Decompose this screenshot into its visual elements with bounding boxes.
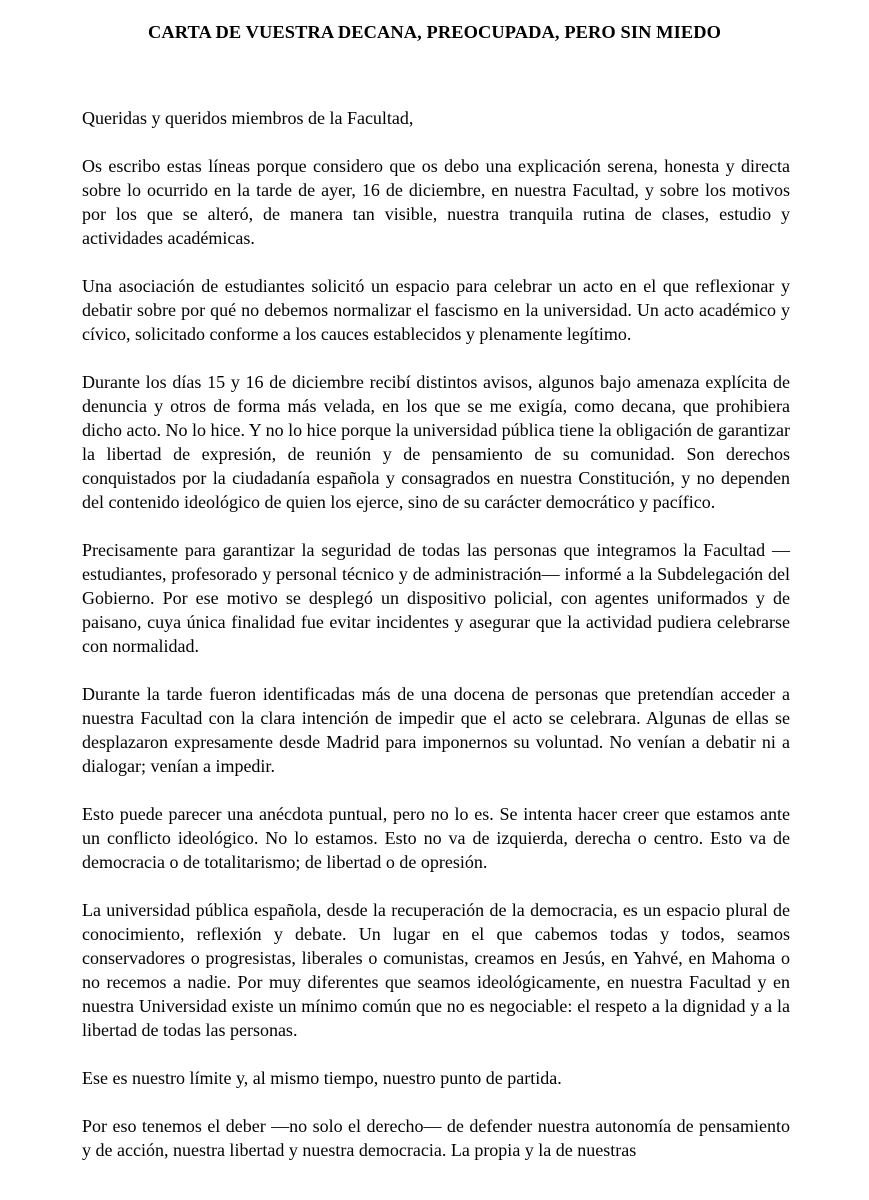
- salutation: Queridas y queridos miembros de la Facultad,: [82, 108, 414, 128]
- letter-title: CARTA DE VUESTRA DECANA, PREOCUPADA, PERO SIN MIEDO: [147, 22, 722, 42]
- paragraph-public-university: La universidad pública española, desde la recuperación de la democracia, es un espacio plural de conocimiento, reflexión y debate. Un lugar en el que cabemos todas y todos, seamos conservadores o progresistas, liberales o comunistas, creamos en Jesús, en Yahvé, en Mahoma o no recemos a nadie. Por muy diferentes que seamos ideológicamente, en nuestra Facultad y en nuestra Universidad existe un mínimo común que no es negociable: el respeto a la dignidad y a la libertad de todas las personas.: [82, 900, 790, 1040]
- paragraph-not-ideological: Esto puede parecer una anécdota puntual, pero no lo es. Se intenta hacer creer que estamos ante un conflicto ideológico. No lo estamos. Esto no va de izquierda, derecha o centro. Esto va de democracia o de totalitarismo; de libertad o de opresión.: [82, 804, 790, 872]
- paragraph-warnings: Durante los días 15 y 16 de diciembre recibí distintos avisos, algunos bajo amenaza explícita de denuncia y otros de forma más velada, en los que se me exigía, como decana, que prohibiera dicho acto. No lo hice. Y no lo hice porque la universidad pública tiene la obligación de garantizar la libertad de expresión, de reunión y de pensamiento de su comunidad. Son derechos conquistados por la ciudadanía española y consagrados en nuestra Constitución, y no dependen del contenido ideológico de quien los ejerce, sino de su carácter democrático y pacífico.: [82, 372, 790, 512]
- paragraph-security: Precisamente para garantizar la seguridad de todas las personas que integramos la Facultad —estudiantes, profesorado y personal técnico y de administración— informé a la Subdelegación del Gobierno. Por ese motivo se desplegó un dispositivo policial, con agentes uniformados y de paisano, cuya única finalidad fue evitar incidentes y asegurar que la actividad pudiera celebrarse con normalidad.: [82, 540, 790, 656]
- paragraph-student-association: Una asociación de estudiantes solicitó un espacio para celebrar un acto en el que reflexionar y debatir sobre por qué no debemos normalizar el fascismo en la universidad. Un acto académico y cívico, solicitado conforme a los cauces establecidos y plenamente legítimo.: [82, 276, 790, 344]
- paragraph-identified-people: Durante la tarde fueron identificadas más de una docena de personas que pretendían acceder a nuestra Facultad con la clara intención de impedir que el acto se celebrara. Algunas de ellas se desplazaron expresamente desde Madrid para imponernos su voluntad. No venían a debatir ni a dialogar; venían a impedir.: [82, 684, 790, 776]
- paragraph-limit: Ese es nuestro límite y, al mismo tiempo, nuestro punto de partida.: [82, 1068, 562, 1088]
- letter-body: [82, 106, 790, 1186]
- paragraph-duty: Por eso tenemos el deber —no solo el derecho— de defender nuestra autonomía de pensamiento y de acción, nuestra libertad y nuestra democracia. La propia y la de nuestras: [82, 1116, 790, 1160]
- paragraph-explanation: Os escribo estas líneas porque considero que os debo una explicación serena, honesta y directa sobre lo ocurrido en la tarde de ayer, 16 de diciembre, en nuestra Facultad, y sobre los motivos por los que se alteró, de manera tan visible, nuestra tranquila rutina de clases, estudio y actividades académicas.: [82, 156, 790, 248]
